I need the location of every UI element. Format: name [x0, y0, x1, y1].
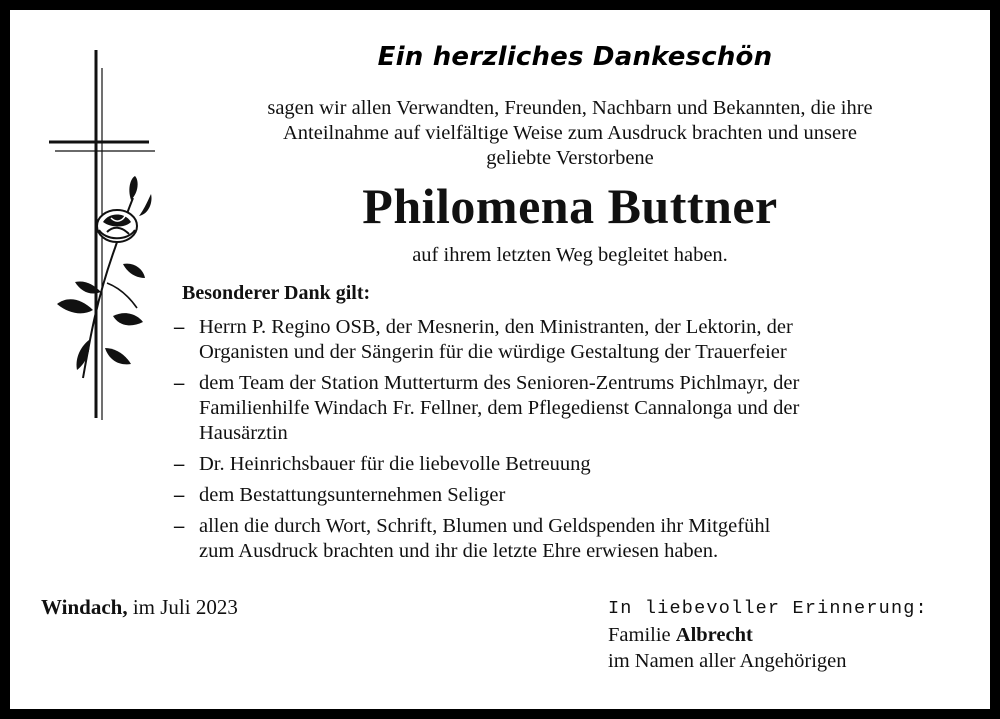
list-item-line: Familienhilfe Windach Fr. Fellner, dem Pflegedienst Cannalonga und der: [199, 397, 800, 419]
thanks-list: [174, 315, 974, 570]
headline: Ein herzliches Dankeschön: [377, 42, 773, 72]
obituary-card: [10, 10, 990, 709]
cross-with-rose-icon: [45, 48, 155, 428]
list-item-line: dem Bestattungsunternehmen Seliger: [199, 484, 506, 506]
after-name-text: auf ihrem letzten Weg begleitet haben.: [412, 244, 728, 266]
place-date: [41, 595, 238, 620]
list-item: [174, 315, 974, 365]
intro-line: geliebte Verstorbene: [486, 147, 654, 169]
dash-bullet: –: [174, 453, 185, 475]
signature-line: im Namen aller Angehörigen: [608, 650, 847, 672]
list-item-line: Organisten und der Sängerin für die würdige Gestaltung der Trauerfeier: [199, 341, 787, 363]
deceased-name: Philomena Buttner: [362, 178, 778, 234]
signature-family: [608, 622, 928, 648]
signature-line: In liebevoller Erinnerung:: [608, 598, 928, 619]
place: Windach,: [41, 595, 128, 619]
intro-text: [160, 96, 980, 171]
dash-bullet: –: [174, 316, 185, 338]
family-name: Albrecht: [675, 624, 753, 646]
signature-block: [608, 596, 928, 674]
list-item-line: Hausärztin: [199, 422, 288, 444]
dash-bullet: –: [174, 372, 185, 394]
list-item: [174, 371, 974, 446]
family-prefix: Familie: [608, 624, 676, 646]
list-item: [174, 514, 974, 564]
special-thanks-heading: Besonderer Dank gilt:: [182, 282, 371, 304]
list-item-line: Herrn P. Regino OSB, der Mesnerin, den Ministranten, der Lektorin, der: [199, 316, 793, 338]
list-item-line: Dr. Heinrichsbauer für die liebevolle Betreuung: [199, 453, 591, 475]
date: im Juli 2023: [127, 595, 238, 619]
list-item: [174, 483, 974, 508]
dash-bullet: –: [174, 515, 185, 537]
dash-bullet: –: [174, 484, 185, 506]
list-item-line: zum Ausdruck brachten und ihr die letzte Ehre erwiesen haben.: [199, 540, 719, 562]
list-item: [174, 452, 974, 477]
intro-line: Anteilnahme auf vielfältige Weise zum Ausdruck brachten und unsere: [282, 122, 858, 144]
list-item-line: allen die durch Wort, Schrift, Blumen und Geldspenden ihr Mitgefühl: [199, 515, 771, 537]
list-item-line: dem Team der Station Mutterturm des Senioren-Zentrums Pichlmayr, der: [199, 372, 800, 394]
intro-line: sagen wir allen Verwandten, Freunden, Nachbarn und Bekannten, die ihre: [267, 97, 873, 119]
